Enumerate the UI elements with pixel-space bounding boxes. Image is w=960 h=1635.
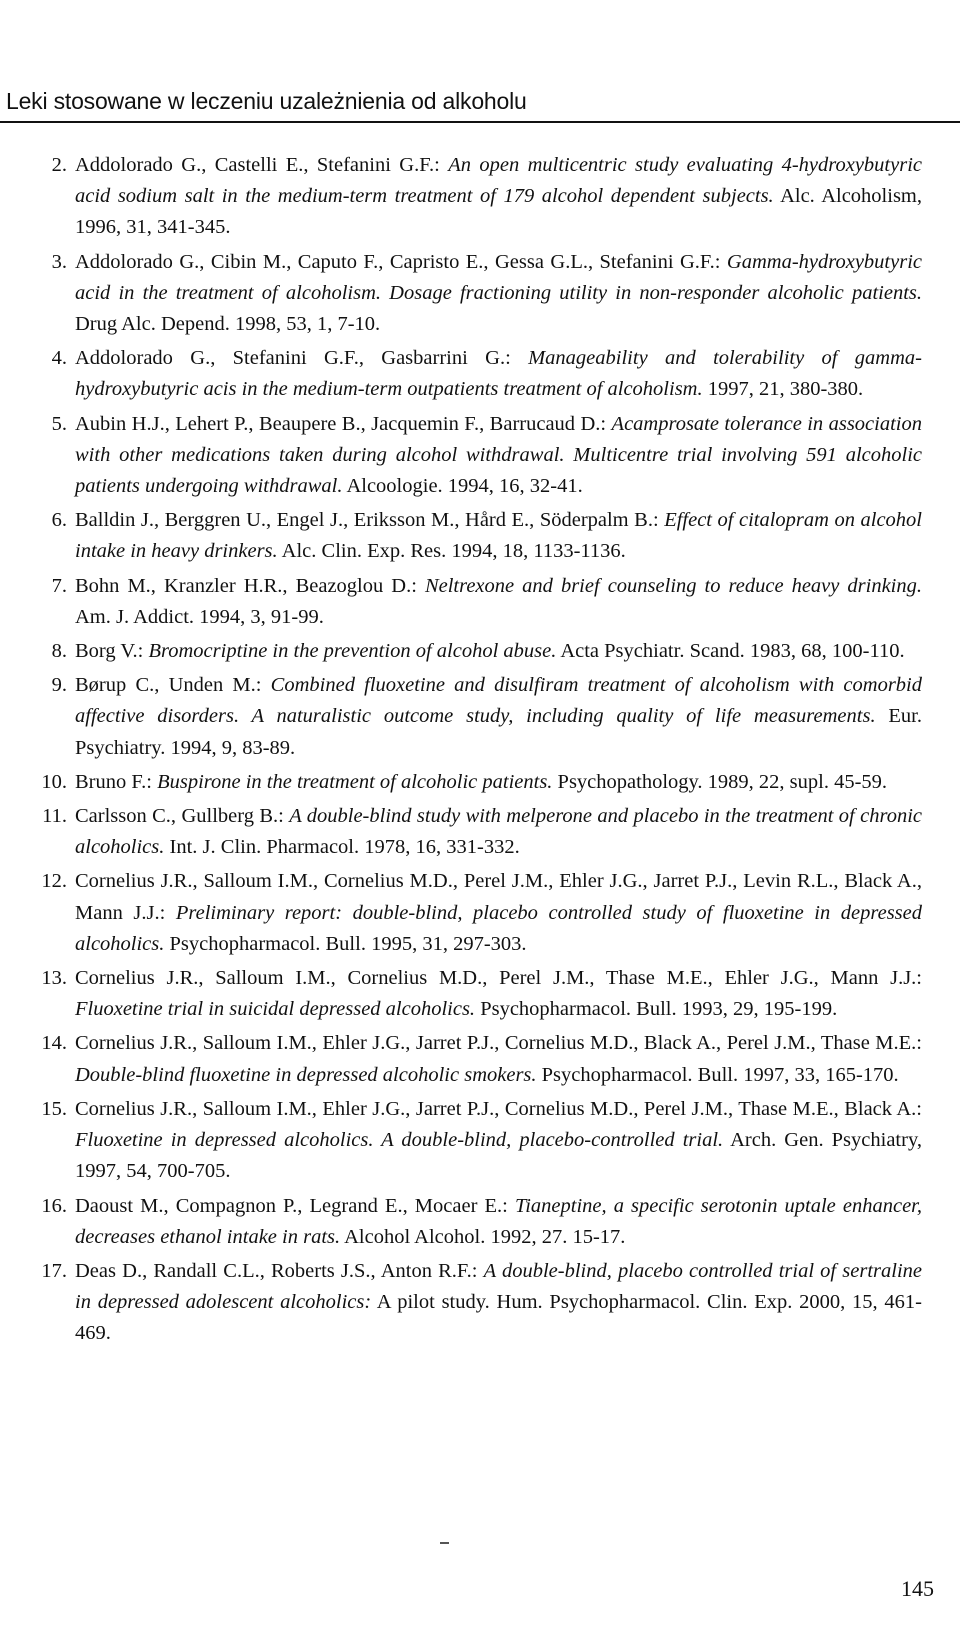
reference-number: 7.: [51, 574, 67, 597]
reference-number: 13.: [41, 967, 67, 990]
reference-item: [0, 670, 960, 764]
reference-source: Drug Alc. Depend. 1998, 53, 1, 7-10.: [75, 313, 381, 336]
reference-authors: Addolorado G., Castelli E., Stefanini G.F.:: [75, 154, 449, 176]
scan-mark: [440, 1542, 449, 1544]
reference-number: 15.: [41, 1097, 67, 1120]
reference-source: 1997, 21, 380-380.: [702, 378, 864, 401]
reference-item: [0, 150, 960, 244]
reference-number: 10.: [41, 770, 67, 793]
reference-number: 6.: [51, 509, 67, 532]
reference-number: 17.: [41, 1259, 67, 1282]
reference-title: Manageability and tolerability of gamma-hydroxybutyric acis in the medium-term outpatients treatment of alcoholism.: [75, 347, 922, 401]
reference-item: [0, 767, 960, 798]
reference-number: 5.: [51, 412, 67, 435]
reference-authors: Cornelius J.R., Salloum I.M., Cornelius M.D., Perel J.M., Ehler J.G., Jarret P.J., Levin R.L., Black A., Mann J.J.:: [75, 870, 922, 924]
reference-title: An open multicentric study evaluating 4-hydroxybutyric acid sodium salt in the medium-term treatment of 179 alcohol dependent subjects.: [75, 154, 922, 208]
reference-item: [0, 801, 960, 863]
reference-authors: Daoust M., Compagnon P., Legrand E., Mocaer E.:: [75, 1194, 515, 1217]
reference-title: Neltrexone and brief counseling to reduce heavy drinking.: [424, 574, 922, 597]
reference-item: [0, 1256, 960, 1350]
reference-title: A double-blind, placebo controlled trial of sertraline in depressed adolescent alcoholics:: [75, 1259, 922, 1314]
reference-title: Fluoxetine trial in suicidal depressed alcoholics.: [75, 998, 476, 1021]
reference-title: Effect of citalopram on alcohol intake in heavy drinkers.: [75, 509, 922, 563]
reference-authors: Børup C., Unden M.:: [75, 674, 271, 697]
reference-item: [0, 1028, 960, 1090]
reference-number: 2.: [51, 154, 67, 176]
reference-authors: Carlsson C., Gullberg B.:: [75, 805, 290, 828]
reference-source: Psychopharmacol. Bull. 1995, 31, 297-303.: [164, 932, 527, 955]
reference-list: [0, 150, 960, 1353]
reference-number: 11.: [42, 805, 67, 828]
reference-source: Am. J. Addict. 1994, 3, 91-99.: [75, 605, 324, 628]
reference-number: 16.: [41, 1194, 67, 1217]
reference-authors: Addolorado G., Stefanini G.F., Gasbarrini G.:: [75, 347, 529, 370]
reference-item: [0, 636, 960, 667]
reference-title: Double-blind fluoxetine in depressed alcoholic smokers.: [75, 1063, 537, 1086]
header-rule: [0, 121, 960, 123]
reference-source: Psychopharmacol. Bull. 1997, 33, 165-170.: [536, 1063, 899, 1086]
reference-number: 8.: [51, 640, 67, 663]
reference-source: Alc. Clin. Exp. Res. 1994, 18, 1133-1136.: [277, 540, 626, 563]
reference-source: Acta Psychiatr. Scand. 1983, 68, 100-110.: [556, 640, 905, 663]
reference-authors: Cornelius J.R., Salloum I.M., Cornelius M.D., Perel J.M., Thase M.E., Ehler J.G., Mann J.J.:: [75, 967, 922, 990]
running-header: Leki stosowane w leczeniu uzależnienia od alkoholu: [6, 88, 527, 114]
reference-authors: Balldin J., Berggren U., Engel J., Eriksson M., Hård E., Söderpalm B.:: [75, 509, 665, 532]
reference-title: A double-blind study with melperone and placebo in the treatment of chronic alcoholics.: [75, 805, 922, 859]
reference-item: [0, 1094, 960, 1188]
reference-source: Arch. Gen. Psychiatry, 1997, 54, 700-705.: [75, 1129, 922, 1183]
reference-source: Eur. Psychiatry. 1994, 9, 83-89.: [75, 705, 923, 759]
reference-authors: Bohn M., Kranzler H.R., Beazoglou D.:: [75, 574, 425, 597]
reference-item: [0, 866, 960, 960]
reference-authors: Bruno F.:: [75, 770, 158, 793]
reference-authors: Cornelius J.R., Salloum I.M., Ehler J.G., Jarret P.J., Cornelius M.D., Black A., Perel J.M., Thase M.E.:: [75, 1032, 922, 1055]
reference-authors: Addolorado G., Cibin M., Caputo F., Capristo E., Gessa G.L., Stefanini G.F.:: [75, 250, 727, 273]
reference-source: Psychopharmacol. Bull. 1993, 29, 195-199.: [475, 998, 838, 1021]
reference-item: [0, 343, 960, 405]
reference-item: [0, 247, 960, 341]
reference-title: Fluoxetine in depressed alcoholics. A double-blind, placebo-controlled trial.: [75, 1129, 724, 1152]
reference-item: [0, 409, 960, 503]
reference-source: Int. J. Clin. Pharmacol. 1978, 16, 331-332.: [164, 836, 520, 859]
reference-source: Alcoologie. 1994, 16, 32-41.: [342, 475, 583, 498]
reference-title: Bromocriptine in the prevention of alcohol abuse.: [148, 640, 557, 663]
reference-source: Alcohol Alcohol. 1992, 27. 15-17.: [340, 1225, 626, 1248]
reference-authors: Aubin H.J., Lehert P., Beaupere B., Jacquemin F., Barrucaud D.:: [75, 412, 612, 435]
reference-number: 12.: [41, 870, 67, 893]
reference-number: 9.: [51, 674, 67, 697]
reference-number: 14.: [41, 1032, 67, 1055]
reference-source: Psychopathology. 1989, 22, supl. 45-59.: [552, 770, 888, 793]
reference-title: Gamma-hydroxybutyric acid in the treatment of alcoholism. Dosage fractioning utility in non-responder alcoholic patients.: [75, 250, 922, 304]
reference-source: A pilot study. Hum. Psychopharmacol. Clin. Exp. 2000, 15, 461-469.: [75, 1291, 922, 1345]
reference-source: Alc. Alcoholism, 1996, 31, 341-345.: [75, 185, 922, 239]
reference-authors: Cornelius J.R., Salloum I.M., Ehler J.G., Jarret P.J., Cornelius M.D., Perel J.M., Thase M.E., Black A.:: [75, 1097, 922, 1120]
reference-item: [0, 505, 960, 567]
reference-number: 4.: [51, 347, 67, 370]
reference-item: [0, 571, 960, 633]
reference-title: Tianeptine, a specific serotonin uptale enhancer, decreases ethanol intake in rats.: [75, 1194, 923, 1248]
reference-authors: Deas D., Randall C.L., Roberts J.S., Anton R.F.:: [75, 1259, 484, 1282]
reference-item: [0, 1191, 960, 1253]
reference-title: Combined fluoxetine and disulfiram treatment of alcoholism with comorbid affective disorders. A naturalistic outcome study, including quality of life measurements.: [75, 674, 922, 728]
reference-title: Preliminary report: double-blind, placebo controlled study of fluoxetine in depressed alcoholics.: [75, 901, 922, 955]
reference-number: 3.: [51, 250, 67, 273]
reference-title: Buspirone in the treatment of alcoholic patients.: [157, 770, 553, 793]
reference-item: [0, 963, 960, 1025]
reference-authors: Borg V.:: [75, 640, 149, 663]
reference-title: Acamprosate tolerance in association with other medications taken during alcohol withdrawal. Multicentre trial involving 591 alcoholic patients undergoing withdrawal.: [75, 412, 922, 498]
page-number: 145: [901, 1576, 934, 1601]
